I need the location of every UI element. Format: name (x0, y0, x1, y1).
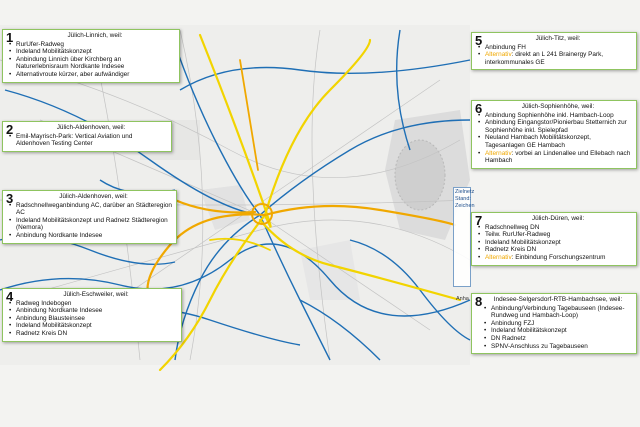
callout-title: Jülich-Düren, weil: (531, 215, 585, 222)
callout-5 (471, 32, 637, 70)
callout-item: • Indeland Mobilitätskonzept (478, 239, 632, 247)
callout-item: • Alternativroute kürzer, aber aufwändiger (9, 71, 175, 79)
callout-item: • Anbindung Nordkante Indesee (9, 232, 172, 240)
callout-title: Jülich-Linnich, weil: (67, 32, 123, 39)
callout-item: • Teilw. RurUfer-Radweg (478, 231, 632, 239)
callout-list (7, 41, 175, 79)
callout-3 (2, 190, 177, 244)
callout-7 (471, 212, 637, 266)
callout-list (7, 133, 167, 148)
map-legend (453, 187, 475, 287)
callout-number: 3 (6, 191, 14, 206)
callout-list (7, 202, 172, 240)
callout-item: • Emil-Mayrisch-Park: Vertical Aviation und Aldenhoven Testing Center (9, 133, 167, 148)
callout-item: • Radschnellweg DN (478, 224, 632, 232)
alternative-label: Alternativ (485, 149, 512, 157)
callout-6 (471, 100, 637, 169)
callout-item: • Anbindung Nordkante Indesee (9, 307, 177, 315)
callout-item: • Anbindung/Verbindung Tagebauseen (Indesee-Rundweg und Hambach-Loop) (484, 305, 632, 320)
callout-1 (2, 29, 180, 83)
callout-item-text: : vorbei an Lindenallee und Ellebach nach Hambach (485, 149, 631, 165)
callout-item: • Indeland Mobilitätskonzept und Radnetz Städteregion (Nemora) (9, 217, 172, 232)
callout-list (476, 224, 632, 262)
callout-item: • Neuland Hambach Mobilitätskonzept, Tagesanlagen GE Hambach (478, 134, 632, 149)
callout-item: • Anbindung Eingangstor/Pionierbau Stetternich zur Sophienhöhe inkl. Spielepfad (478, 119, 632, 134)
legend-title: Zielnetz (455, 189, 475, 195)
callout-item (478, 51, 632, 66)
callout-number: 8 (475, 294, 483, 309)
callout-item: • Indeland Mobilitätskonzept (484, 327, 632, 335)
callout-2 (2, 121, 172, 152)
alternative-label: Alternativ (485, 253, 512, 261)
callout-title: Jülich-Sophienhöhe, weil: (521, 103, 595, 110)
callout-number: 7 (475, 213, 483, 228)
callout-title: Jülich-Aldenhoven, weil: (59, 193, 128, 200)
callout-4 (2, 288, 182, 342)
callout-item (478, 150, 632, 165)
callout-item: • Radschnellweganbindung AC, darüber an Städteregion AC (9, 202, 172, 217)
callout-list (7, 300, 177, 338)
callout-item: • SPNV-Anschluss zu Tagebauseen (484, 343, 632, 351)
map-label-anhang: Anha (456, 296, 469, 302)
callout-title: Jülich-Aldenhoven, weil: (56, 124, 126, 131)
callout-number: 5 (475, 33, 483, 48)
legend-line: Stand: (455, 196, 471, 202)
alternative-label: Alternativ (485, 51, 512, 59)
callout-item: • Radnetz Kreis DN (9, 330, 177, 338)
callout-list (476, 112, 632, 165)
callout-title: Jülich-Titz, weil: (535, 35, 581, 42)
callout-item: • Anbindung FZJ (484, 320, 632, 328)
callout-number: 4 (6, 289, 14, 304)
callout-list (476, 44, 632, 67)
callout-item: • Radweg Indebogen (9, 300, 177, 308)
callout-item (478, 254, 632, 262)
callout-number: 1 (6, 30, 14, 45)
callout-list (476, 305, 632, 351)
callout-title: Jülich-Eschweiler, weil: (63, 291, 129, 298)
callout-title: Indesee-Selgersdorf-RTB-Hambachsee, weil: (493, 296, 623, 303)
callout-item: • DN Radnetz (484, 335, 632, 343)
callout-item-text: : Einbindung Forschungszentrum (511, 253, 606, 261)
callout-item: • Radnetz Kreis DN (478, 246, 632, 254)
callout-item: • Anbindung Sophienhöhe inkl. Hambach-Loop (478, 112, 632, 120)
callout-item: • Indeland Mobilitätskonzept (9, 48, 175, 56)
callout-item: • Anbindung FH (478, 44, 632, 52)
callout-item: • Indeland Mobilitätskonzept (9, 322, 177, 330)
callout-item: • RurUfer-Radweg (9, 41, 175, 49)
callout-item: • Anbindung Blausteinsee (9, 315, 177, 323)
callout-number: 2 (6, 122, 14, 137)
legend-line: Zeichen (455, 203, 475, 209)
callout-item: • Anbindung Linnich über Kirchberg an Naturerlebnisraum Nordkante Indesee (9, 56, 175, 71)
callout-number: 6 (475, 101, 483, 116)
callout-item-text: : direkt an L 241 Brainergy Park, interkommunales GE (485, 51, 604, 66)
callout-8 (471, 293, 637, 354)
